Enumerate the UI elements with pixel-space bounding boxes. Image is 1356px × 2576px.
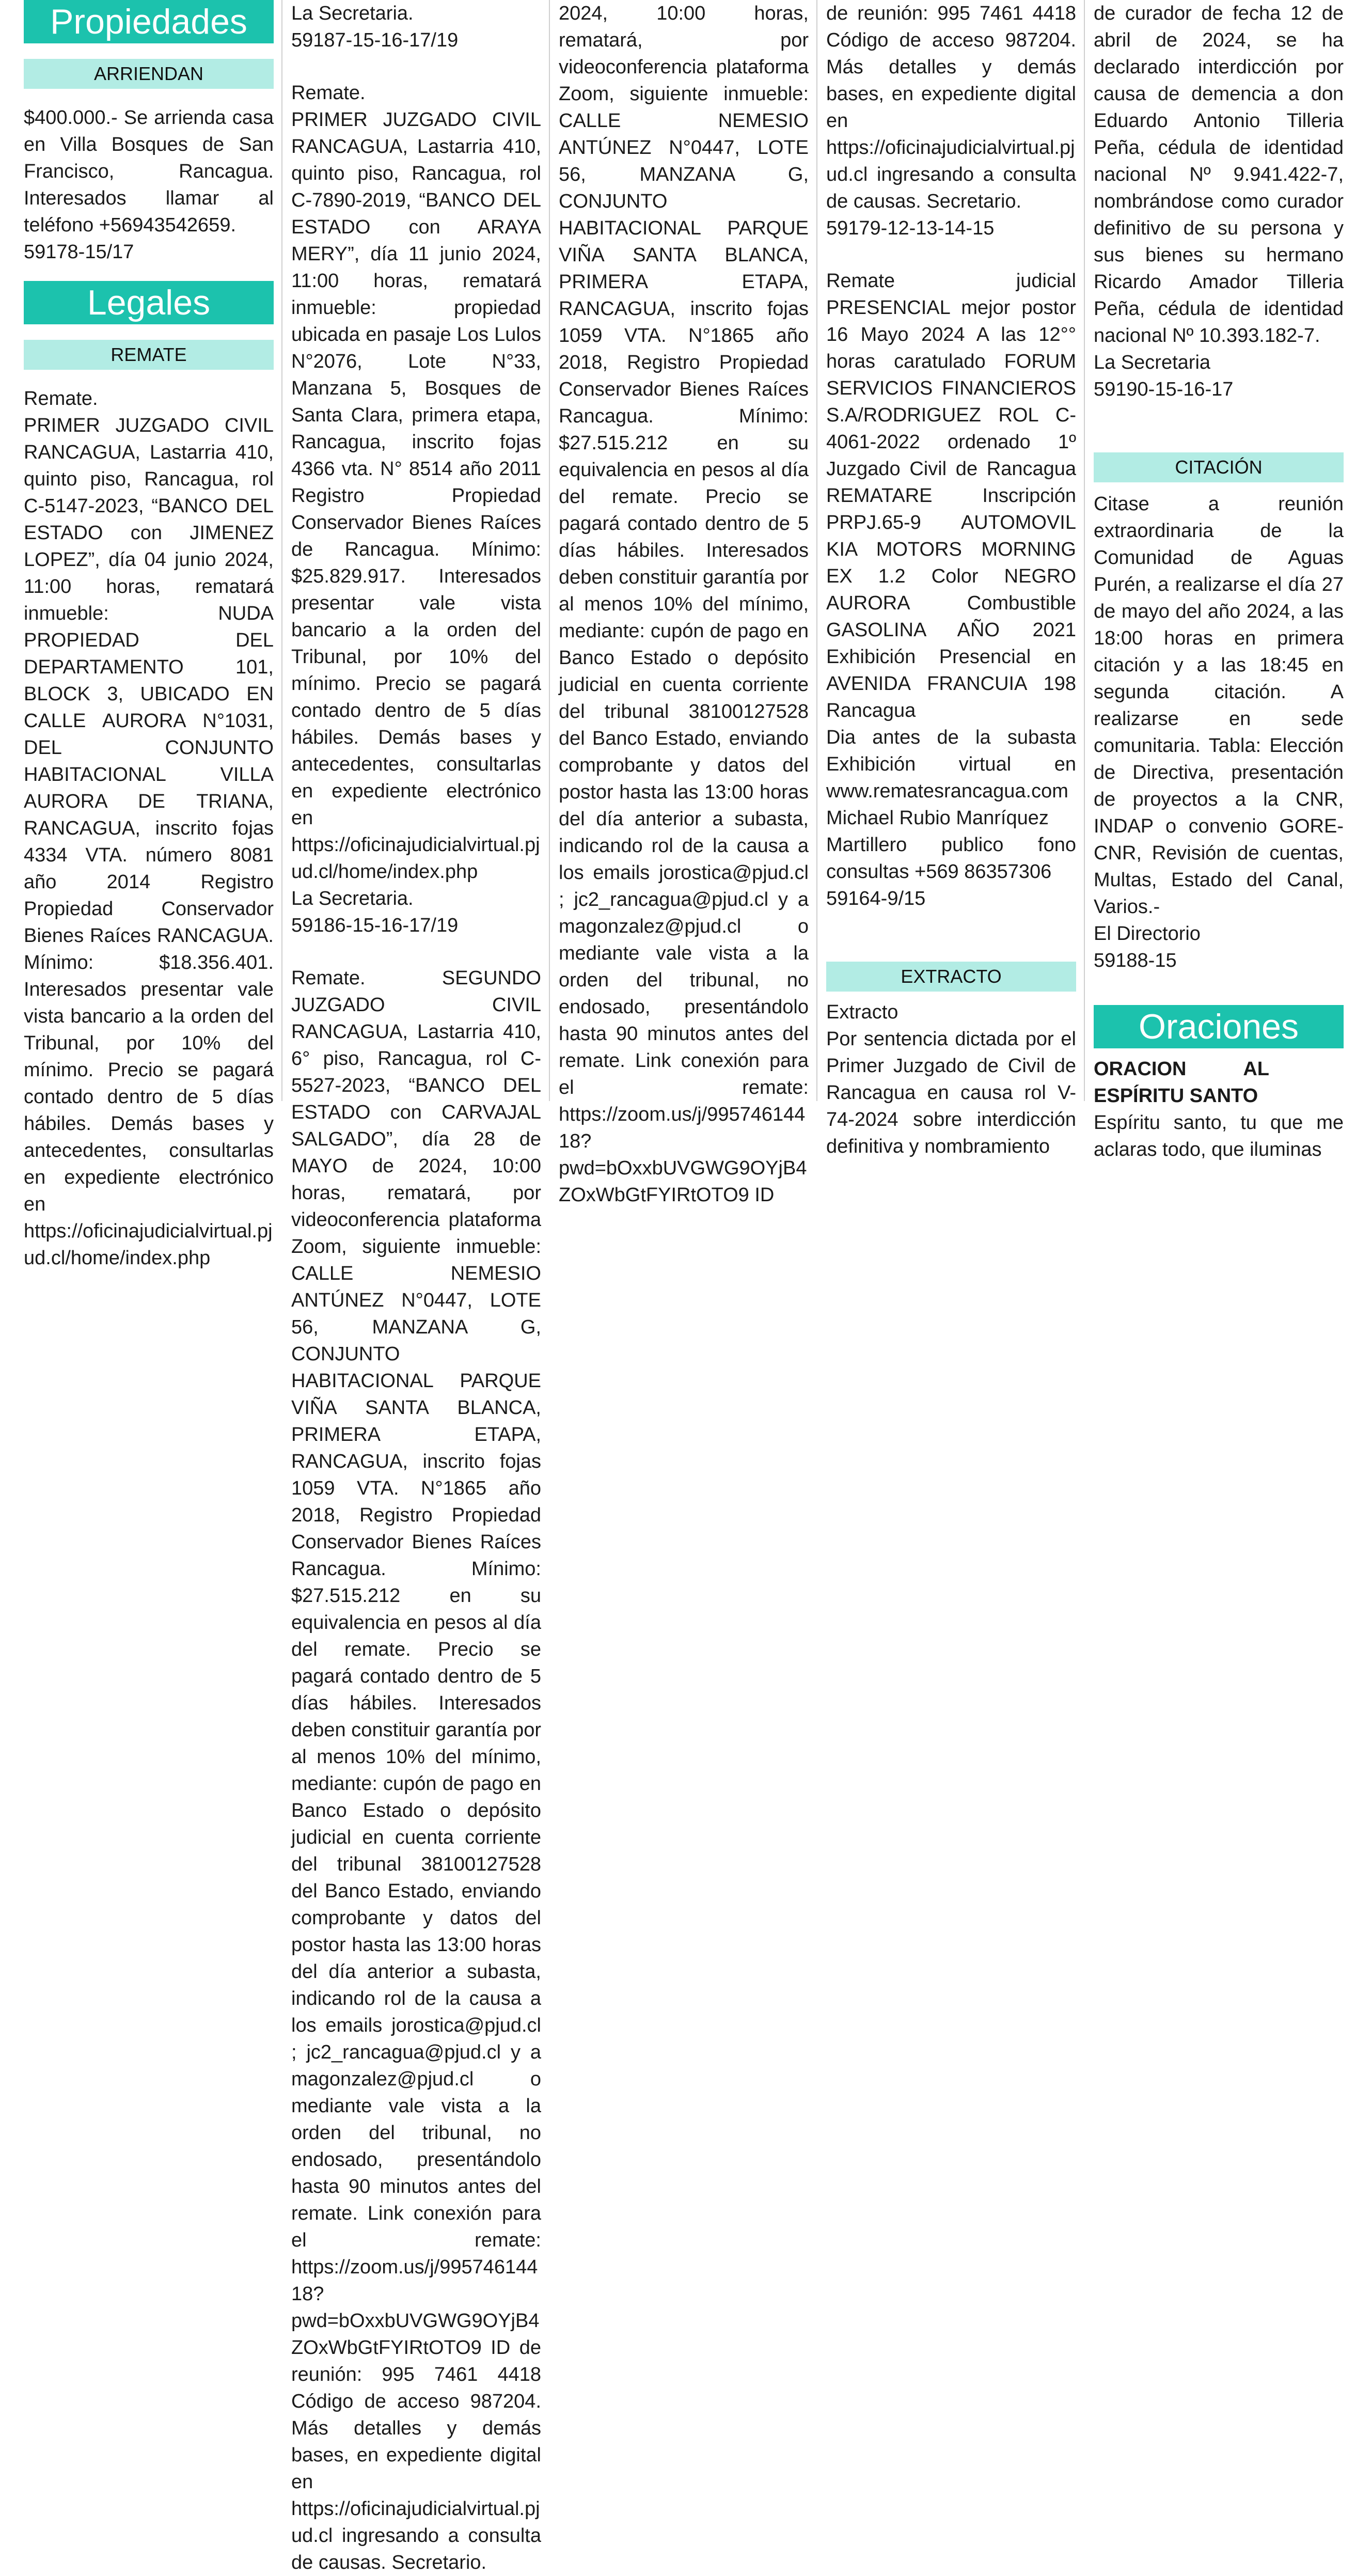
column-4 bbox=[826, 0, 1076, 1157]
remate1-code: 59187-15-16-17/19 bbox=[291, 29, 459, 51]
remate4-contact: Martillero publico fono consultas +569 86357306 bbox=[826, 834, 1076, 883]
extracto-code: 59190-15-16-17 bbox=[1094, 379, 1234, 400]
column-5 bbox=[1094, 0, 1344, 1160]
column-divider bbox=[549, 0, 550, 1101]
column-divider bbox=[1084, 0, 1085, 1101]
remate1-signer: La Secretaria. bbox=[291, 3, 414, 24]
column-2 bbox=[291, 0, 541, 2573]
oracion-body: Espíritu santo, tu que me aclaras todo, que iluminas bbox=[1094, 1112, 1344, 1160]
oracion-title: ORACION AL ESPÍRITU SANTO bbox=[1094, 1058, 1269, 1107]
column-divider bbox=[816, 0, 817, 1101]
extracto-signer: La Secretaria bbox=[1094, 352, 1211, 373]
ad-arriendo-code: 59178-15/17 bbox=[24, 241, 134, 263]
remate3-body: Remate. SEGUNDO JUZGADO CIVIL RANCAGUA, Lastarria 410, 6° piso, Rancagua, rol C-5527-2023, “BANCO DEL ESTADO con CARVAJAL SALGADO”, día 28 de MAYO de 2024, 10:00 horas, rematará, por videoconferencia plataforma Zoom, siguiente inmueble: CALLE NEMESIO ANTÚNEZ N°0447, LOTE 56, MANZANA G, CONJUNTO HABITACIONAL PARQUE VIÑA SANTA BLANCA, PRIMERA ETAPA, RANCAGUA, inscrito fojas 1059 VTA. N°1865 año 2018, Registro Propiedad Conservador Bienes Raíces Rancagua. Mínimo: $27.515.212 en su equivalencia en pesos al día del remate. Precio se pagará contado dentro de 5 días hábiles. Interesados deben constituir garantía por al menos 10% del mínimo, mediante: cupón de pago en Banco Estado o depósito judicial en cuenta corriente del tribunal 38100127528 del Banco Estado, enviando comprobante y datos del postor hasta las 13:00 horas del día anterior a subasta, indicando rol de la causa a los emails jorostica@pjud.cl ; jc2_rancagua@pjud.cl y a magonzalez@pjud.cl o mediante vale vista a la orden del tribunal, no endosado, presentándolo hasta 90 minutos antes del remate. Link conexión para el remate: https://zoom.us/j/99574614418?pwd=bOxxbUVGWG9OYjB4ZOxWbGtFYIRtOTO9 ID de reunión: 995 7461 4418 Código de acceso 987204. Más detalles y demás bases, en expediente digital en https://oficinajudicialvirtual.pjud.cl ingresando a consulta de causas. Secretario. bbox=[291, 967, 541, 2573]
remate3-tail: de reunión: 995 7461 4418 Código de acceso 987204. Más detalles y demás bases, en expediente digital en https://oficinajudicialvirtual.pjud.cl ingresando a consulta de causas. Secretario. bbox=[826, 3, 1076, 212]
remate3-code: 59179-12-13-14-15 bbox=[826, 217, 995, 239]
remate4-code: 59164-9/15 bbox=[826, 888, 926, 909]
ad-arriendo-text: $400.000.- Se arrienda casa en Villa Bosques de San Francisco, Rancagua. Interesados llamar al teléfono +56943542659. bbox=[24, 107, 274, 236]
section-header-oraciones: Oraciones bbox=[1094, 1005, 1344, 1048]
remate1-body: PRIMER JUZGADO CIVIL RANCAGUA, Lastarria 410, quinto piso, Rancagua, rol C-5147-2023, “BANCO DEL ESTADO con JIMENEZ LOPEZ”, día 04 junio 2024, 11:00 horas, rematará inmueble: NUDA PROPIEDAD DEL DEPARTAMENTO 101, BLOCK 3, UBICADO EN CALLE AURORA N°1031, DEL CONJUNTO HABITACIONAL VILLA AURORA DE TRIANA, RANCAGUA, inscrito fojas 4334 VTA. número 8081 año 2014 Registro Propiedad Conservador Bienes Raíces RANCAGUA. Mínimo: $18.356.401. Interesados presentar vale vista bancario a la orden del Tribunal, por 10% del mínimo. Precio se pagará contado dentro de 5 días hábiles. Demás bases y antecedentes, consultarlas en expediente electrónico en https://oficinajudicialvirtual.pjud.cl/home/index.php bbox=[24, 415, 274, 1269]
subsection-header-arriendan: ARRIENDAN bbox=[24, 59, 274, 89]
remate4-body: Remate judicial PRESENCIAL mejor postor 16 Mayo 2024 A las 12°° horas caratulado FORUM SERVICIOS FINANCIEROS S.A/RODRIGUEZ ROL C-4061-2022 ordenado 1º Juzgado Civil de Rancagua REMATARE Inscripción PRPJ.65-9 AUTOMOVIL KIA MOTORS MORNING EX 1.2 Color NEGRO AURORA Combustible GASOLINA AÑO 2021 Exhibición Presencial en AVENIDA FRANCUIA 198 Rancagua bbox=[826, 270, 1076, 721]
remate2-body: PRIMER JUZGADO CIVIL RANCAGUA, Lastarria 410, quinto piso, Rancagua, rol C-7890-2019, “BANCO DEL ESTADO con ARAYA MERY”, día 11 junio 2024, 11:00 horas, rematará inmueble: propiedad ubicada en pasaje Los Lulos N°2076, Lote N°33, Manzana 5, Bosques de Santa Clara, primera etapa, Rancagua, inscrito fojas 4366 vta. N° 8514 año 2011 Registro Propiedad Conservador Bienes Raíces de Rancagua. Mínimo: $25.829.917. Interesados presentar vale vista bancario a la orden del Tribunal, por 10% del mínimo. Precio se pagará contado dentro de 5 días hábiles. Demás bases y antecedentes, consultarlas en expediente electrónico en https://oficinajudicialvirtual.pjud.cl/home/index.php bbox=[291, 109, 541, 883]
remate1-title: Remate. bbox=[24, 388, 98, 410]
remate2-code: 59186-15-16-17/19 bbox=[291, 915, 459, 936]
citacion-signer: El Directorio bbox=[1094, 923, 1201, 945]
column-1 bbox=[24, 0, 274, 1269]
extracto-title: Extracto bbox=[826, 1001, 898, 1023]
citacion-body: Citase a reunión extraordinaria de la Comunidad de Aguas Purén, a realizarse el día 27 de mayo del año 2024, a las 18:00 horas en primera citación y a las 18:45 en segunda citación. A realizarse en sede comunitaria. Tabla: Elección de Directiva, presentación de proyectos a la CNR, INDAP o convenio GORE-CNR, Revisión de cuentas, Multas, Estado del Canal, Varios.- bbox=[1094, 493, 1344, 918]
section-header-legales: Legales bbox=[24, 281, 274, 324]
remate2-title: Remate. bbox=[291, 82, 366, 104]
subsection-header-extracto: EXTRACTO bbox=[826, 962, 1076, 992]
remate3-continuation bbox=[559, 0, 809, 1208]
citacion-code: 59188-15 bbox=[1094, 950, 1177, 971]
extracto-body-tail: de curador de fecha 12 de abril de 2024, se ha declarado interdicción por causa de demencia a don Eduardo Antonio Tilleria Peña, cédula de identidad nacional Nº 9.941.422-7, nombrándose como curador definitivo de su persona y sus bienes su hermano Ricardo Amador Tilleria Peña, cédula de identidad nacional Nº 10.393.182-7. bbox=[1094, 3, 1344, 347]
remate4-name: Michael Rubio Manríquez bbox=[826, 807, 1049, 829]
section-header-propiedades: Propiedades bbox=[24, 0, 274, 43]
subsection-header-remate: REMATE bbox=[24, 340, 274, 370]
subsection-header-citacion: CITACIÓN bbox=[1094, 452, 1344, 482]
extracto-body-head: Por sentencia dictada por el Primer Juzgado de Civil de Rancagua en causa rol V-74-2024 sobre interdicción definitiva y nombramiento bbox=[826, 1028, 1076, 1157]
column-divider bbox=[281, 0, 282, 1101]
remate4-body2: Dia antes de la subasta Exhibición virtual en www.rematesrancagua.com bbox=[826, 727, 1076, 802]
remate2-signer: La Secretaria. bbox=[291, 888, 414, 909]
remate3-continued-text: 2024, 10:00 horas, rematará, por videoconferencia plataforma Zoom, siguiente inmueble: CALLE NEMESIO ANTÚNEZ N°0447, LOTE 56, MANZANA G, CONJUNTO HABITACIONAL PARQUE VIÑA SANTA BLANCA, PRIMERA ETAPA, RANCAGUA, inscrito fojas 1059 VTA. N°1865 año 2018, Registro Propiedad Conservador Bienes Raíces Rancagua. Mínimo: $27.515.212 en su equivalencia en pesos al día del remate. Precio se pagará contado dentro de 5 días hábiles. Interesados deben constituir garantía por al menos 10% del mínimo, mediante: cupón de pago en Banco Estado o depósito judicial en cuenta corriente del tribunal 38100127528 del Banco Estado, enviando comprobante y datos del postor hasta las 13:00 horas del día anterior a subasta, indicando rol de la causa a los emails jorostica@pjud.cl ; jc2_rancagua@pjud.cl y a magonzalez@pjud.cl o mediante vale vista a la orden del tribunal, no endosado, presentándolo hasta 90 minutos antes del remate. Link conexión para el remate: https://zoom.us/j/99574614418?pwd=bOxxbUVGWG9OYjB4ZOxWbGtFYIRtOTO9 ID bbox=[559, 3, 809, 1206]
column-3 bbox=[559, 0, 809, 1206]
